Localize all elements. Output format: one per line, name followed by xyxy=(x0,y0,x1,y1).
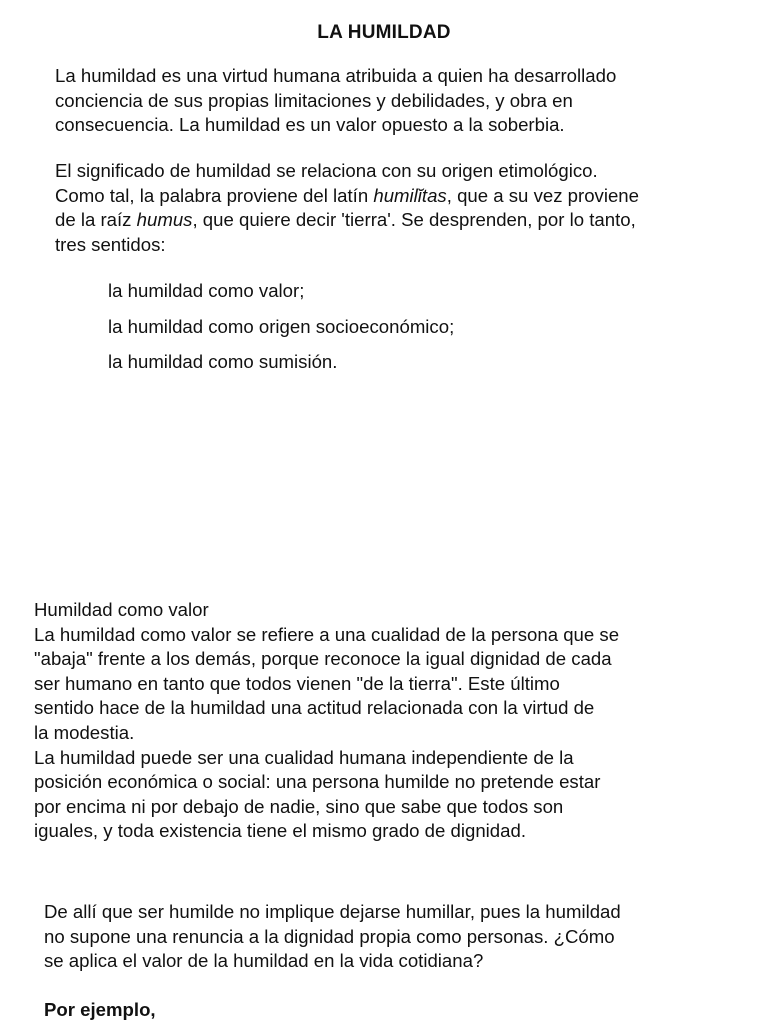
conclusion-paragraph xyxy=(44,900,621,974)
text-line: De allí que ser humilde no implique dejarse humillar, pues la humildad xyxy=(44,901,621,922)
text-segment: , que quiere decir 'tierra'. Se desprenden, por lo tanto, xyxy=(192,209,636,231)
text-line: se aplica el valor de la humildad en la vida cotidiana? xyxy=(44,950,484,972)
list-item: la humildad como sumisión. xyxy=(108,351,338,372)
text-line: por encima ni por debajo de nadie, sino que sabe que todos son xyxy=(34,795,564,817)
etymology-paragraph xyxy=(55,159,639,257)
text-line: ser humano en tanto que todos vienen "de la tierra". Este último xyxy=(34,672,560,694)
text-line: sentido hace de la humildad una actitud relacionada con la virtud de xyxy=(34,697,595,719)
text-segment: Como tal, la palabra proviene del latín xyxy=(55,184,374,206)
text-segment: de la raíz xyxy=(55,209,137,231)
valor-section xyxy=(34,598,619,844)
example-heading: Por ejemplo, xyxy=(44,999,156,1020)
text-line: La humildad es una virtud humana atribuida a quien ha desarrollado xyxy=(55,65,617,86)
text-line: El significado de humildad se relaciona con su origen etimológico. xyxy=(55,160,598,181)
document-title: LA HUMILDAD xyxy=(317,22,451,43)
latin-term: humus xyxy=(136,209,193,231)
text-line xyxy=(55,184,639,209)
text-line: no supone una renuncia a la dignidad propia como personas. ¿Cómo xyxy=(44,925,615,947)
text-line: "abaja" frente a los demás, porque reconoce la igual dignidad de cada xyxy=(34,648,612,670)
section-heading: Humildad como valor xyxy=(34,599,209,620)
intro-paragraph xyxy=(55,64,616,138)
text-line: la modestia. xyxy=(34,721,135,743)
text-line xyxy=(55,208,639,233)
text-line: posición económica o social: una persona humilde no pretende estar xyxy=(34,771,601,793)
list-item: la humildad como origen socioeconómico; xyxy=(108,315,455,337)
text-line: La humildad puede ser una cualidad humana independiente de la xyxy=(34,746,574,768)
list-item: la humildad como valor; xyxy=(108,280,305,301)
text-segment: , que a su vez proviene xyxy=(446,184,639,206)
text-line: tres sentidos: xyxy=(55,233,166,255)
senses-list xyxy=(108,279,454,386)
latin-term: humilĭtas xyxy=(373,184,447,206)
text-line: iguales, y toda existencia tiene el mismo grado de dignidad. xyxy=(34,820,526,842)
text-line: La humildad como valor se refiere a una cualidad de la persona que se xyxy=(34,623,620,645)
text-line: consecuencia. La humildad es un valor opuesto a la soberbia. xyxy=(55,114,565,136)
text-line: conciencia de sus propias limitaciones y debilidades, y obra en xyxy=(55,89,573,111)
